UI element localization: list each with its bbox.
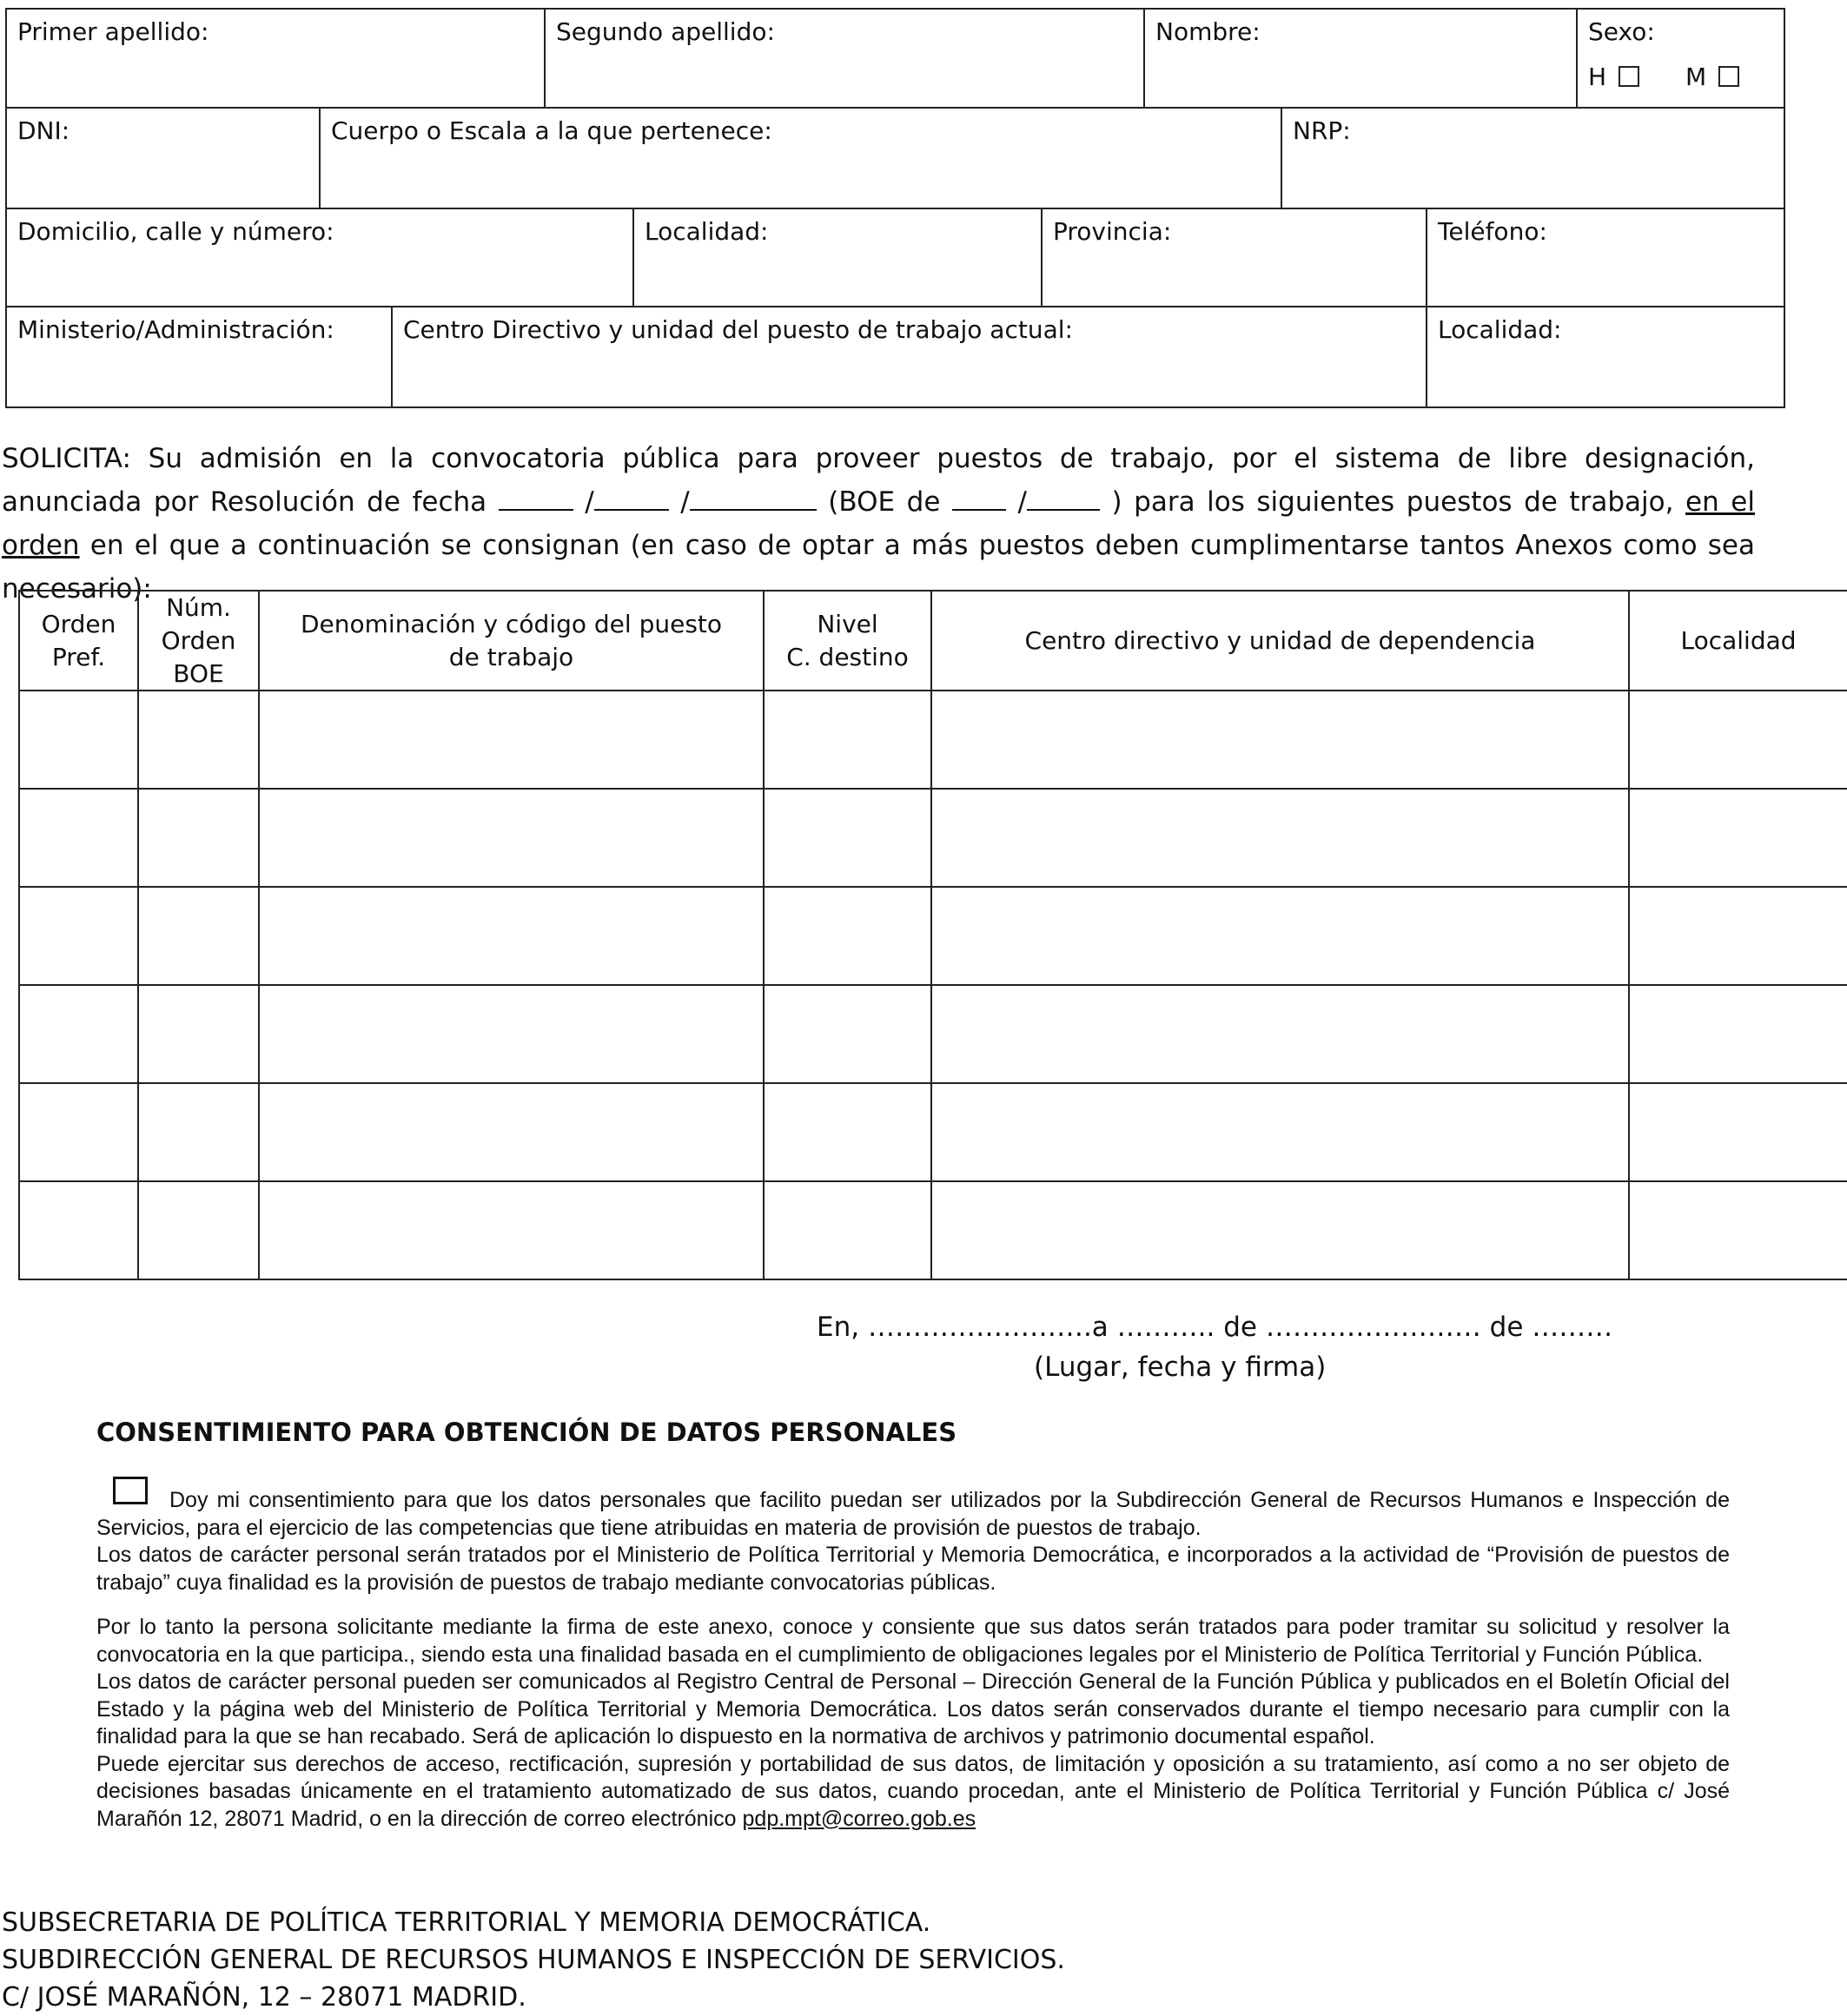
solicita-text-4: en el que a continuación se consignan (en caso de optar a más puestos deben cumplimentarse tantos Anexos como sea necesario):: [2, 530, 1755, 605]
table-cell[interactable]: [138, 691, 259, 789]
table-cell[interactable]: [19, 887, 138, 985]
positions-table: [18, 590, 1847, 1280]
sexo-m-checkbox[interactable]: [1718, 66, 1739, 87]
cuerpo-label: Cuerpo o Escala a la que pertenece:: [331, 116, 772, 145]
fecha-anio-blank[interactable]: [690, 486, 817, 511]
header-denominacion: Denominación y código del puesto de trabajo: [259, 591, 764, 691]
localidad-field[interactable]: [632, 209, 1041, 306]
table-row: [19, 1181, 1847, 1279]
table-row: [19, 789, 1847, 887]
footer-address: [2, 1904, 1065, 2016]
grid-row-dni: [7, 107, 1784, 208]
signature-line: En, …………………….a ……….. de …………………… de ………: [817, 1312, 1613, 1343]
table-cell[interactable]: [931, 691, 1629, 789]
table-cell[interactable]: [1629, 887, 1847, 985]
header-orden-pref-l2: Pref.: [51, 642, 106, 671]
table-cell[interactable]: [259, 1181, 764, 1279]
segundo-apellido-label: Segundo apellido:: [556, 17, 775, 46]
segundo-apellido-field[interactable]: [544, 10, 1143, 107]
table-row: [19, 887, 1847, 985]
table-cell[interactable]: [138, 789, 259, 887]
table-cell[interactable]: [931, 789, 1629, 887]
consent-paragraph-1: Doy mi consentimiento para que los datos personales que facilito puedan ser utilizados por la Subdirección General de Recursos Humanos e Inspección de Servicios, para el ejercicio de las competencias que tiene atribuidas en materia de provisión de puestos de trabajo.: [96, 1488, 1730, 1540]
table-cell[interactable]: [1629, 985, 1847, 1083]
table-cell[interactable]: [259, 985, 764, 1083]
table-cell[interactable]: [931, 887, 1629, 985]
consent-paragraph-5-text: Puede ejercitar sus derechos de acceso, rectificación, supresión y portabilidad de sus datos, de limitación y oposición a su tratamiento, así como a no ser objeto de decisiones basadas únicamente en el tratamiento automatizado de sus datos, cuando procedan, ante el Ministerio de Política Territorial y Función Pública c/ José Marañón 12, 28071 Madrid, o en la dirección de correo electrónico: [96, 1751, 1730, 1831]
solicita-paragraph: SOLICITA: Su admisión en la convocatoria pública para proveer puestos de trabajo, por el sistema de libre designación, anunciada por Resolución de fecha / / (BOE de / ) para los siguientes puestos de trabajo, en el orden en el que a continuación se consignan (en caso de optar a más puestos deben cumplimentarse tantos Anexos como sea necesario):: [2, 443, 1755, 605]
table-cell[interactable]: [138, 985, 259, 1083]
header-nivel-l2: C. destino: [786, 642, 909, 671]
sexo-m-label: M: [1685, 63, 1707, 92]
table-cell[interactable]: [259, 691, 764, 789]
header-num-l2: Orden: [161, 625, 236, 655]
signature-caption: (Lugar, fecha y firma): [1034, 1352, 1327, 1383]
table-cell[interactable]: [19, 691, 138, 789]
localidad-puesto-label: Localidad:: [1438, 315, 1562, 344]
sexo-h-checkbox[interactable]: [1619, 66, 1639, 87]
dni-label: DNI:: [17, 116, 70, 145]
table-cell[interactable]: [19, 1083, 138, 1181]
consent-paragraph-3: Por lo tanto la persona solicitante mediante la firma de este anexo, conoce y consiente que sus datos serán tratados para poder tramitar su solicitud y resolver la convocatoria en la que participa., siendo esta una finalidad basada en el cumplimiento de obligaciones legales por el Ministerio de Política Territorial y Función Pública.: [96, 1615, 1730, 1667]
grid-row-ministerio: [7, 306, 1784, 407]
ministerio-label: Ministerio/Administración:: [17, 315, 334, 344]
email-link[interactable]: pdp.mpt@correo.gob.es: [742, 1806, 976, 1831]
address-line-1: SUBSECRETARIA DE POLÍTICA TERRITORIAL Y MEMORIA DEMOCRÁTICA.: [2, 1907, 931, 1938]
fecha-mes-blank[interactable]: [594, 486, 669, 511]
table-cell[interactable]: [764, 1181, 931, 1279]
table-cell[interactable]: [764, 691, 931, 789]
header-num-l1: Núm.: [166, 593, 231, 622]
table-cell[interactable]: [1629, 691, 1847, 789]
domicilio-field[interactable]: [7, 209, 632, 306]
solicita-underlined: en el orden: [2, 486, 1755, 561]
table-row: [19, 691, 1847, 789]
table-cell[interactable]: [138, 1083, 259, 1181]
sexo-options: [1588, 63, 1773, 91]
consent-text: [96, 1487, 1730, 1833]
dni-field[interactable]: [7, 109, 319, 208]
table-cell[interactable]: [764, 1083, 931, 1181]
header-num-orden-boe: [138, 591, 259, 691]
table-cell[interactable]: [1629, 1083, 1847, 1181]
address-line-3: C/ JOSÉ MARAÑÓN, 12 – 28071 MADRID.: [2, 1982, 526, 2013]
table-header-row: [19, 591, 1847, 691]
fecha-dia-blank[interactable]: [499, 486, 573, 511]
header-orden-pref: [19, 591, 138, 691]
consent-paragraph-2: Los datos de carácter personal serán tratados por el Ministerio de Política Territorial y Memoria Democrática, e incorporados a la actividad de “Provisión de puestos de trabajo” cuya finalidad es la provisión de puestos de trabajo mediante convocatorias públicas.: [96, 1543, 1730, 1595]
personal-data-grid: [5, 8, 1785, 408]
nrp-label: NRP:: [1293, 116, 1351, 145]
localidad-label: Localidad:: [645, 217, 769, 246]
header-nivel-l1: Nivel: [817, 609, 878, 638]
header-centro-directivo: Centro directivo y unidad de dependencia: [931, 591, 1629, 691]
sexo-field: [1576, 10, 1784, 107]
localidad-puesto-field[interactable]: [1426, 307, 1784, 407]
table-cell[interactable]: [931, 1181, 1629, 1279]
table-cell[interactable]: [931, 985, 1629, 1083]
provincia-label: Provincia:: [1053, 217, 1172, 246]
table-cell[interactable]: [764, 985, 931, 1083]
table-cell[interactable]: [1629, 1181, 1847, 1279]
centro-directivo-label: Centro Directivo y unidad del puesto de trabajo actual:: [403, 315, 1073, 344]
table-cell[interactable]: [259, 1083, 764, 1181]
table-cell[interactable]: [931, 1083, 1629, 1181]
header-num-l3: BOE: [173, 658, 224, 688]
cuerpo-field[interactable]: [319, 109, 1281, 208]
solicita-text-2: (BOE de: [828, 486, 941, 518]
boe-mes-blank[interactable]: [1027, 486, 1100, 511]
header-localidad: Localidad: [1629, 591, 1847, 691]
grid-row-names: [7, 10, 1784, 107]
nrp-field[interactable]: [1281, 109, 1784, 208]
consent-paragraph-5: [96, 1751, 1730, 1834]
table-cell[interactable]: [1629, 789, 1847, 887]
table-cell[interactable]: [19, 1181, 138, 1279]
primer-apellido-field[interactable]: [7, 10, 544, 107]
sexo-m-option[interactable]: [1685, 63, 1739, 91]
header-orden-pref-l1: Orden: [41, 609, 116, 638]
consent-title: CONSENTIMIENTO PARA OBTENCIÓN DE DATOS PERSONALES: [96, 1418, 957, 1447]
sexo-label: Sexo:: [1588, 17, 1655, 46]
table-cell[interactable]: [138, 887, 259, 985]
telefono-field[interactable]: [1426, 209, 1784, 306]
table-row: [19, 985, 1847, 1083]
table-cell[interactable]: [19, 985, 138, 1083]
table-cell[interactable]: [19, 789, 138, 887]
table-cell[interactable]: [259, 789, 764, 887]
primer-apellido-label: Primer apellido:: [17, 17, 209, 46]
table-row: [19, 1083, 1847, 1181]
nombre-field[interactable]: [1143, 10, 1576, 107]
nombre-label: Nombre:: [1155, 17, 1261, 46]
address-line-2: SUBDIRECCIÓN GENERAL DE RECURSOS HUMANOS E INSPECCIÓN DE SERVICIOS.: [2, 1945, 1065, 1975]
ministerio-field[interactable]: [7, 307, 391, 407]
domicilio-label: Domicilio, calle y número:: [17, 217, 334, 246]
table-cell[interactable]: [138, 1181, 259, 1279]
table-cell[interactable]: [764, 887, 931, 985]
provincia-field[interactable]: [1041, 209, 1426, 306]
telefono-label: Teléfono:: [1438, 217, 1547, 246]
boe-dia-blank[interactable]: [952, 486, 1006, 511]
sexo-h-label: H: [1588, 63, 1607, 92]
consent-paragraph-4: Los datos de carácter personal pueden ser comunicados al Registro Central de Personal – Dirección General de la Función Pública y publicados en el Boletín Oficial del Estado y la página web del Ministerio de Política Territorial y Memoria Democrática. Los datos serán conservados durante el tiempo necesario para cumplir con la finalidad para la que se han recabado. Será de aplicación lo dispuesto en la normativa de archivos y patrimonio documental español.: [96, 1669, 1730, 1748]
sexo-h-option[interactable]: [1588, 63, 1639, 91]
header-nivel: [764, 591, 931, 691]
table-cell[interactable]: [259, 887, 764, 985]
grid-row-domicilio: [7, 208, 1784, 306]
centro-directivo-field[interactable]: [391, 307, 1426, 407]
table-cell[interactable]: [764, 789, 931, 887]
solicita-text-3: ) para los siguientes puestos de trabajo,: [1111, 486, 1674, 518]
solicita-text-1: SOLICITA: Su admisión en la convocatoria pública para proveer puestos de trabajo, por el sistema de libre designación, anunciada por Resolución de fecha: [2, 443, 1755, 518]
